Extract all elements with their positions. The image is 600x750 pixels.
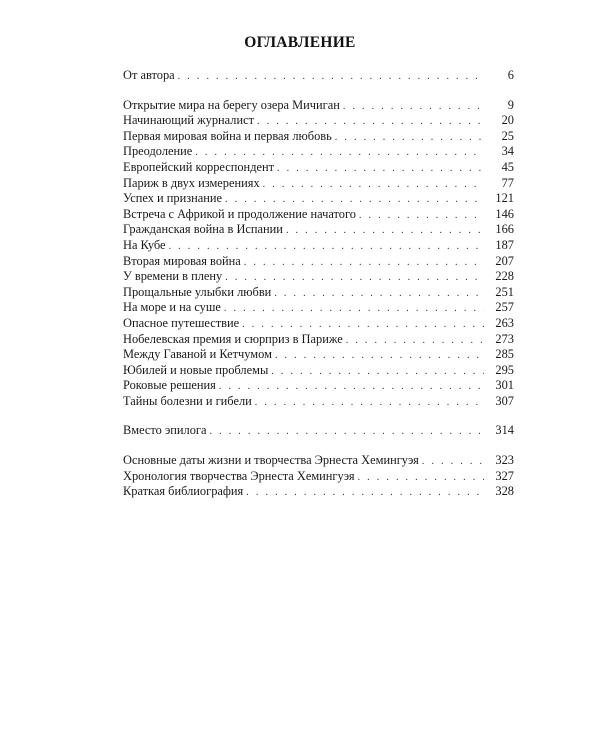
dot-leader — [244, 255, 484, 271]
toc-entry — [123, 238, 514, 254]
toc-page-number: 263 — [495, 315, 514, 330]
toc-page-number: 307 — [495, 393, 514, 408]
dot-leader — [358, 470, 484, 486]
toc-entry — [123, 113, 514, 129]
toc-entry-title: Между Гаваной и Кетчумом — [123, 347, 272, 362]
dot-leader — [274, 286, 484, 302]
toc-entry-title: Опасное путешествие — [123, 315, 240, 330]
dot-leader — [225, 270, 484, 286]
toc-entry-title: Краткая библиография — [123, 484, 244, 499]
toc-entry-title: Преодоление — [123, 144, 193, 159]
toc-page-number: 273 — [495, 331, 514, 346]
dot-leader — [225, 192, 484, 208]
toc-entry — [123, 363, 514, 379]
toc-entry-title: Вторая мировая война — [123, 253, 241, 268]
toc-entry — [123, 222, 514, 238]
toc-entry-title: Хронология творчества Эрнеста Хемингуэя — [123, 468, 355, 483]
toc-section — [123, 453, 514, 500]
toc-page-number: 251 — [495, 284, 514, 299]
toc-entry — [123, 484, 514, 500]
toc-entry-title: Открытие мира на берегу озера Мичиган — [123, 97, 340, 112]
toc-entry-title: Вместо эпилога — [123, 423, 207, 438]
toc-page-number: 20 — [501, 113, 514, 128]
toc-page-number: 25 — [501, 128, 514, 143]
toc-page-number: 207 — [495, 253, 514, 268]
dot-leader — [242, 317, 484, 333]
toc-entry-title: На Кубе — [123, 237, 166, 252]
toc-page-number: 327 — [495, 468, 514, 483]
dot-leader — [255, 395, 484, 411]
toc-page-number: 257 — [495, 300, 514, 315]
toc-entry — [123, 285, 514, 301]
toc-page-number: 77 — [501, 175, 514, 190]
dot-leader — [359, 208, 484, 224]
toc-entry-title: Успех и признание — [123, 191, 223, 206]
toc-page-number: 166 — [495, 222, 514, 237]
toc-entry-title: Юбилей и новые проблемы — [123, 362, 269, 377]
toc-entry — [123, 160, 514, 176]
toc-entry — [123, 453, 514, 469]
toc-page-number: 187 — [495, 237, 514, 252]
dot-leader — [178, 69, 484, 85]
dot-leader — [246, 485, 484, 501]
dot-leader — [169, 239, 484, 255]
toc-entry — [123, 469, 514, 485]
toc-page-number: 285 — [495, 347, 514, 362]
toc-entry — [123, 176, 514, 192]
toc-entry-title: Прощальные улыбки любви — [123, 284, 272, 299]
toc-section — [123, 68, 514, 84]
toc-entry — [123, 347, 514, 363]
dot-leader — [343, 99, 484, 115]
dot-leader — [275, 348, 484, 364]
toc-entry — [123, 316, 514, 332]
toc-entry — [123, 144, 514, 160]
toc-entry — [123, 332, 514, 348]
dot-leader — [271, 364, 484, 380]
toc-section — [123, 98, 514, 410]
dot-leader — [335, 130, 484, 146]
toc-entry-title: Роковые решения — [123, 378, 216, 393]
toc-page-number: 228 — [495, 269, 514, 284]
toc-entry — [123, 129, 514, 145]
toc-entry-title: На море и на суше — [123, 300, 221, 315]
dot-leader — [210, 424, 485, 440]
toc-page-number: 34 — [501, 144, 514, 159]
dot-leader — [219, 379, 484, 395]
toc-page-number: 295 — [495, 362, 514, 377]
toc-entry — [123, 68, 514, 84]
toc-entry — [123, 394, 514, 410]
dot-leader — [195, 145, 484, 161]
toc-entry-title: Гражданская война в Испании — [123, 222, 283, 237]
toc-entry-title: Тайны болезни и гибели — [123, 393, 252, 408]
toc-page-number: 323 — [495, 453, 514, 468]
page-title: ОГЛАВЛЕНИЕ — [244, 34, 356, 51]
dot-leader — [263, 177, 484, 193]
toc-page-number: 146 — [495, 206, 514, 221]
dot-leader — [224, 301, 484, 317]
toc-entry-title: Европейский корреспондент — [123, 159, 275, 174]
toc-entry-title: У времени в плену — [123, 269, 223, 284]
toc-page-number: 45 — [501, 159, 514, 174]
toc-entry-title: Основные даты жизни и творчества Эрнеста Хемингуэя — [123, 453, 419, 468]
toc-entry — [123, 207, 514, 223]
toc-entry — [123, 98, 514, 114]
toc-section — [123, 423, 514, 439]
toc-page-number: 121 — [495, 191, 514, 206]
toc-entry-title: Первая мировая война и первая любовь — [123, 128, 332, 143]
toc-page-number: 328 — [495, 484, 514, 499]
dot-leader — [286, 223, 484, 239]
toc-entry — [123, 378, 514, 394]
toc-entry-title: От автора — [123, 68, 175, 82]
toc-entry-title: Нобелевская премия и сюрприз в Париже — [123, 331, 343, 346]
dot-leader — [277, 161, 484, 177]
toc-entry — [123, 423, 514, 439]
toc-entry-title: Встреча с Африкой и продолжение начатого — [123, 206, 356, 221]
toc-entry — [123, 300, 514, 316]
toc-page-number: 301 — [495, 378, 514, 393]
toc-entry — [123, 269, 514, 285]
toc-entry-title: Начинающий журналист — [123, 113, 255, 128]
dot-leader — [257, 114, 484, 130]
toc-entry — [123, 191, 514, 207]
toc-entry-title: Париж в двух измерениях — [123, 175, 260, 190]
dot-leader — [422, 454, 484, 470]
toc-page-number: 9 — [507, 97, 514, 112]
dot-leader — [346, 333, 484, 349]
toc-entry — [123, 254, 514, 270]
toc-page-number: 314 — [495, 423, 514, 438]
table-of-contents — [123, 68, 514, 500]
toc-page-number: 6 — [507, 68, 514, 82]
